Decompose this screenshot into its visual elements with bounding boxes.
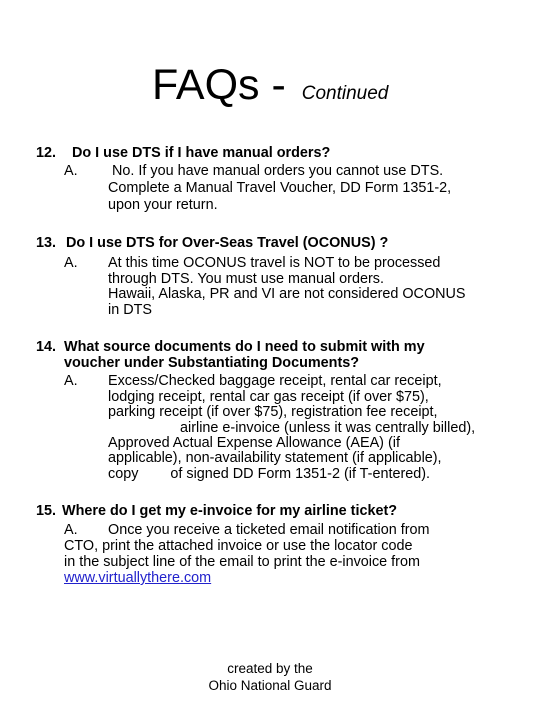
faq-13-answer-line: through DTS. You must use manual orders. (108, 271, 384, 287)
faq-12-answer-line: No. If you have manual orders you cannot use DTS. (112, 163, 444, 179)
faq-14-answer-line: applicable), non-availability statement (if applicable), (108, 450, 442, 466)
page-title (152, 61, 389, 109)
faq-14-answer-line: lodging receipt, rental car gas receipt (if over $75), (108, 389, 429, 405)
footer-credit (200, 660, 340, 694)
faq-12-answer-line: Complete a Manual Travel Voucher, DD Form 1351-2, (108, 180, 452, 196)
faq-14-answer-line: Excess/Checked baggage receipt, rental car receipt, (108, 373, 442, 389)
faq-14-answer-line: airline e-invoice (unless it was centrally billed), (180, 420, 476, 436)
faq-15-answer-label: A. (64, 522, 78, 538)
faq-13-number: 13. (36, 235, 57, 251)
faq-14-answer-line: parking receipt (if over $75), registration fee receipt, (108, 404, 438, 420)
faq-13-answer-line: Hawaii, Alaska, PR and VI are not considered OCONUS (108, 286, 466, 302)
faq-13-answer-label: A. (64, 255, 78, 271)
title-subtitle: Continued (301, 83, 389, 104)
faq-12-number: 12. (36, 145, 57, 161)
faq-14-question: What source documents do I need to submit with my (64, 339, 425, 355)
faq-15-answer-line: CTO, print the attached invoice or use the locator code (64, 538, 413, 554)
title-main: FAQs - (152, 61, 298, 109)
faq-13-answer-line: in DTS (108, 302, 152, 318)
faq-13-question: Do I use DTS for Over-Seas Travel (OCONUS) ? (66, 235, 389, 251)
footer-line: created by the (227, 661, 313, 676)
faq-14-question: voucher under Substantiating Documents? (64, 355, 360, 371)
faq-13-answer-line: At this time OCONUS travel is NOT to be processed (108, 255, 441, 271)
faq-12-answer-line: upon your return. (108, 197, 218, 213)
faq-12-question: Do I use DTS if I have manual orders? (72, 145, 331, 161)
faq-14-answer-line: Approved Actual Expense Allowance (AEA) (if (108, 435, 400, 451)
faq-15-answer-line: in the subject line of the email to print the e-invoice from (64, 554, 420, 570)
virtuallythere-link[interactable]: www.virtuallythere.com (64, 570, 212, 586)
faq-15-answer-line: Once you receive a ticketed email notification from (108, 522, 430, 538)
faq-14-answer-line: copy of signed DD Form 1351-2 (if T-entered). (108, 466, 431, 482)
faq-15-question: Where do I get my e-invoice for my airline ticket? (62, 503, 398, 519)
faq-15-number: 15. (36, 503, 57, 519)
faq-14-number: 14. (36, 339, 57, 355)
faq-12-answer-label: A. (64, 163, 78, 179)
footer-line: Ohio National Guard (208, 678, 332, 693)
faq-14-answer-label: A. (64, 373, 78, 389)
